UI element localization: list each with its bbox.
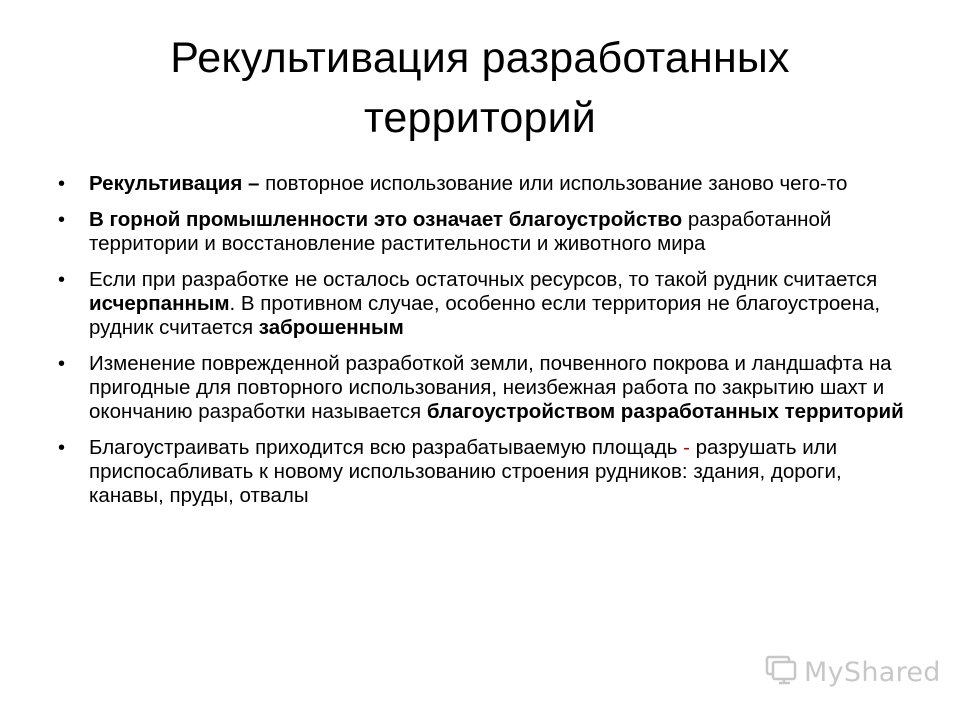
bullet-item bbox=[56, 208, 916, 256]
bullet-text-segment: - bbox=[683, 436, 690, 459]
bullet-text-segment: Если при разработке не осталось остаточных ресурсов, то такой рудник считается bbox=[89, 268, 878, 291]
watermark[interactable] bbox=[764, 652, 941, 692]
bullet-text-segment: повторное использование или использование заново чего-то bbox=[265, 172, 848, 195]
bullet-marker: • bbox=[58, 437, 66, 459]
bullet-item bbox=[56, 352, 916, 424]
bullet-text-segment: . В противном случае, особенно если территория не благоустроена, рудник считается bbox=[89, 292, 881, 339]
slide-title: Рекультивация разработанных территорий bbox=[170, 34, 790, 142]
bullet-text-segment: разрушать или приспосабливать к новому использованию строения рудников: здания, дороги, канавы, пруды, отвалы bbox=[89, 436, 842, 507]
bullet-text-segment: благоустройством разработанных территорий bbox=[426, 400, 904, 423]
bullet-text-segment: заброшенным bbox=[258, 316, 404, 339]
bullet-text-segment: В горной промышленности это означает благоустройство bbox=[89, 208, 683, 231]
bullet-text-segment: Рекультивация – bbox=[89, 172, 266, 195]
bullet-item bbox=[56, 268, 916, 340]
bullet-marker: • bbox=[58, 353, 66, 375]
bullet-marker: • bbox=[58, 173, 66, 195]
bullet-text-segment: исчерпанным bbox=[89, 292, 230, 315]
bullet-marker: • bbox=[58, 269, 66, 291]
bullet-item bbox=[56, 172, 916, 196]
bullet-text-segment: Благоустраивать приходится всю разрабатываемую площадь bbox=[89, 436, 684, 459]
bullet-marker: • bbox=[58, 209, 66, 231]
monitor-icon bbox=[764, 653, 798, 692]
bullet-item bbox=[56, 436, 916, 508]
watermark-text: MyShared bbox=[804, 656, 941, 688]
bullet-text-segment: разработанной территории и восстановление растительности и животного мира bbox=[89, 208, 832, 255]
bullet-list bbox=[56, 172, 916, 520]
bullet-text-segment: Изменение поврежденной разработкой земли, почвенного покрова и ландшафта на пригодные для повторного использования, неизбежная работа по закрытию шахт и окончанию разработки называется bbox=[89, 352, 892, 423]
